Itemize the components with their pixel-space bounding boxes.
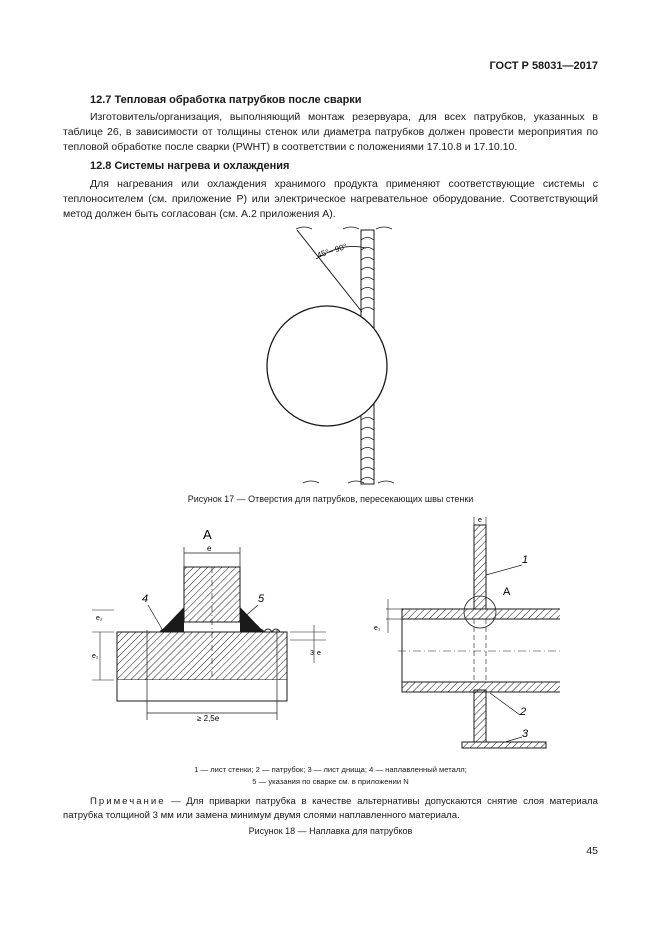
dim-e2-label: e₂	[96, 615, 103, 622]
dim-min-label: ≥ 2,5e	[197, 714, 220, 723]
section-12-8-body: Для нагревания или охлаждения хранимого продукта применяют соответствующие системы с теплоносителем (см. приложение Р) или электрическое нагревательное оборудование. Соответствующий метод должен быть согласован (см. А.2 приложения А).	[63, 178, 598, 220]
angle-label: 45°– 90°	[315, 241, 348, 260]
figure-18-legend-line-2: 5 — указания по сварке см. в приложении N	[252, 777, 409, 786]
callout-1: 1	[522, 554, 529, 566]
note-label: Примечание	[90, 796, 166, 807]
figure-17-caption: Рисунок 17 — Отверстия для патрубков, пересекающих швы стенки	[187, 494, 474, 504]
dim-e1-right-label: e₁	[374, 625, 381, 632]
dim-e-label: e	[207, 544, 212, 553]
detail-a-marker: A	[503, 586, 511, 598]
callout-4: 4	[142, 593, 149, 605]
angle-line	[297, 230, 362, 312]
figure-18-caption: Рисунок 18 — Наплавка для патрубков	[248, 826, 413, 836]
section-12-7-heading: 12.7 Тепловая обработка патрубков после сварки	[90, 94, 362, 106]
figure-18-note	[63, 795, 598, 823]
note-text: — Для приварки патрубка в качестве альтернативы допускаются снятие слоя материала патрубка толщиной 3 мм или замена минимум двумя слоями наплавленного материала.	[63, 796, 598, 821]
figure-18-legend-line-1: 1 — лист стенки; 2 — патрубок; 3 — лист днища; 4 — наплавленный металл;	[194, 765, 467, 774]
dim-e1-label: e₁	[92, 653, 99, 660]
callout-5: 5	[258, 593, 265, 605]
dim-e-top-label: e	[478, 517, 482, 524]
dim-e-side-label: e	[317, 650, 321, 657]
section-12-7-body: Изготовитель/организация, выполняющий монтаж резервуара, для всех патрубков, указанных в таблице 26, в зависимости от толщины стенок или диаметра патрубков должен провести мероприятия по тепловой обработке после сварки (PWHT) в соответствии с положениями 17.10.8 и 17.10.10.	[63, 111, 598, 153]
callout-3: 3	[522, 728, 529, 740]
figure-18-detail	[90, 515, 340, 725]
section-12-8-heading: 12.8 Системы нагрева и охлаждения	[90, 160, 290, 172]
detail-a-label: A	[203, 527, 212, 542]
document-id: ГОСТ Р 58031—2017	[489, 60, 598, 72]
figure-18-section	[370, 515, 560, 760]
page-number: 45	[586, 845, 598, 857]
nozzle-opening-circle	[267, 306, 387, 426]
callout-2: 2	[520, 706, 527, 718]
dim-3-label: 3	[310, 650, 314, 657]
